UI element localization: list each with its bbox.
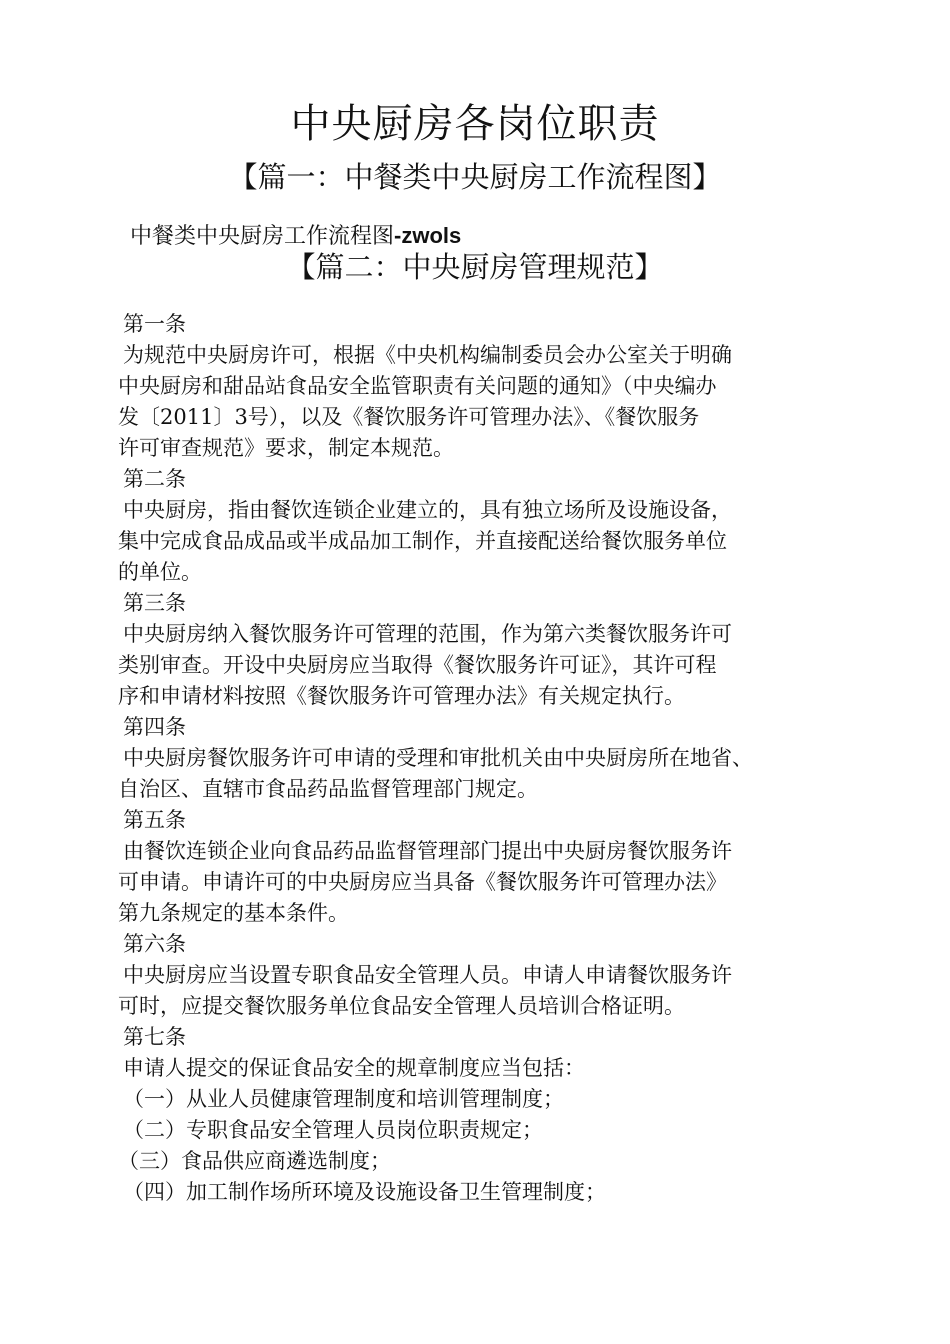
list-item: （二）专职食品安全管理人员岗位职责规定； bbox=[123, 1118, 543, 1142]
document-title: 中央厨房各岗位职责 bbox=[290, 101, 660, 147]
article-label: 第六条 bbox=[123, 932, 186, 956]
paragraph-line: 中央厨房应当设置专职食品安全管理人员。申请人申请餐饮服务许 bbox=[123, 963, 732, 987]
paragraph-line: 发〔2011〕3号），以及《餐饮服务许可管理办法》、《餐饮服务 bbox=[118, 405, 700, 429]
paragraph-line: 可时，应提交餐饮服务单位食品安全管理人员培训合格证明。 bbox=[118, 994, 685, 1018]
subline-text: 中餐类中央厨房工作流程图 bbox=[130, 224, 395, 249]
paragraph-line: 由餐饮连锁企业向食品药品监督管理部门提出中央厨房餐饮服务许 bbox=[123, 839, 732, 863]
paragraph-line: 类别审查。开设中央厨房应当取得《餐饮服务许可证》，其许可程 bbox=[118, 653, 717, 677]
section-heading-2: 【篇二：中央厨房管理规范】 bbox=[286, 250, 664, 284]
section-heading-1: 【篇一：中餐类中央厨房工作流程图】 bbox=[228, 160, 722, 194]
article-label: 第五条 bbox=[123, 808, 186, 832]
paragraph-line: 中央厨房，指由餐饮连锁企业建立的，具有独立场所及设施设备， bbox=[123, 498, 732, 522]
paragraph-line: 中央厨房餐饮服务许可申请的受理和审批机关由中央厨房所在地省、 bbox=[123, 746, 753, 770]
document-body bbox=[118, 309, 878, 1208]
article-label: 第二条 bbox=[123, 467, 186, 491]
paragraph-line: 为规范中央厨房许可，根据《中央机构编制委员会办公室关于明确 bbox=[123, 343, 732, 367]
paragraph-line: 中央厨房纳入餐饮服务许可管理的范围，作为第六类餐饮服务许可 bbox=[123, 622, 732, 646]
paragraph-line: 可申请。申请许可的中央厨房应当具备《餐饮服务许可管理办法》 bbox=[118, 870, 727, 894]
list-item: （三）食品供应商遴选制度； bbox=[118, 1149, 391, 1173]
paragraph-line: 的单位。 bbox=[118, 560, 202, 584]
subline bbox=[130, 222, 461, 251]
paragraph-line: 中央厨房和甜品站食品安全监管职责有关问题的通知》（中央编办 bbox=[118, 374, 717, 398]
paragraph-line: 许可审查规范》要求，制定本规范。 bbox=[118, 436, 454, 460]
list-item: （一）从业人员健康管理制度和培训管理制度； bbox=[123, 1087, 564, 1111]
article-label: 第七条 bbox=[123, 1025, 186, 1049]
paragraph-line: 集中完成食品成品或半成品加工制作，并直接配送给餐饮服务单位 bbox=[118, 529, 727, 553]
article-label: 第一条 bbox=[123, 312, 186, 336]
list-item: （四）加工制作场所环境及设施设备卫生管理制度； bbox=[123, 1180, 606, 1204]
subline-suffix: -zwols bbox=[394, 223, 462, 248]
paragraph-line: 序和申请材料按照《餐饮服务许可管理办法》有关规定执行。 bbox=[118, 684, 685, 708]
paragraph-line: 第九条规定的基本条件。 bbox=[118, 901, 349, 925]
paragraph-line: 自治区、直辖市食品药品监督管理部门规定。 bbox=[118, 777, 538, 801]
article-label: 第三条 bbox=[123, 591, 186, 615]
article-label: 第四条 bbox=[123, 715, 186, 739]
paragraph-line: 申请人提交的保证食品安全的规章制度应当包括： bbox=[123, 1056, 585, 1080]
